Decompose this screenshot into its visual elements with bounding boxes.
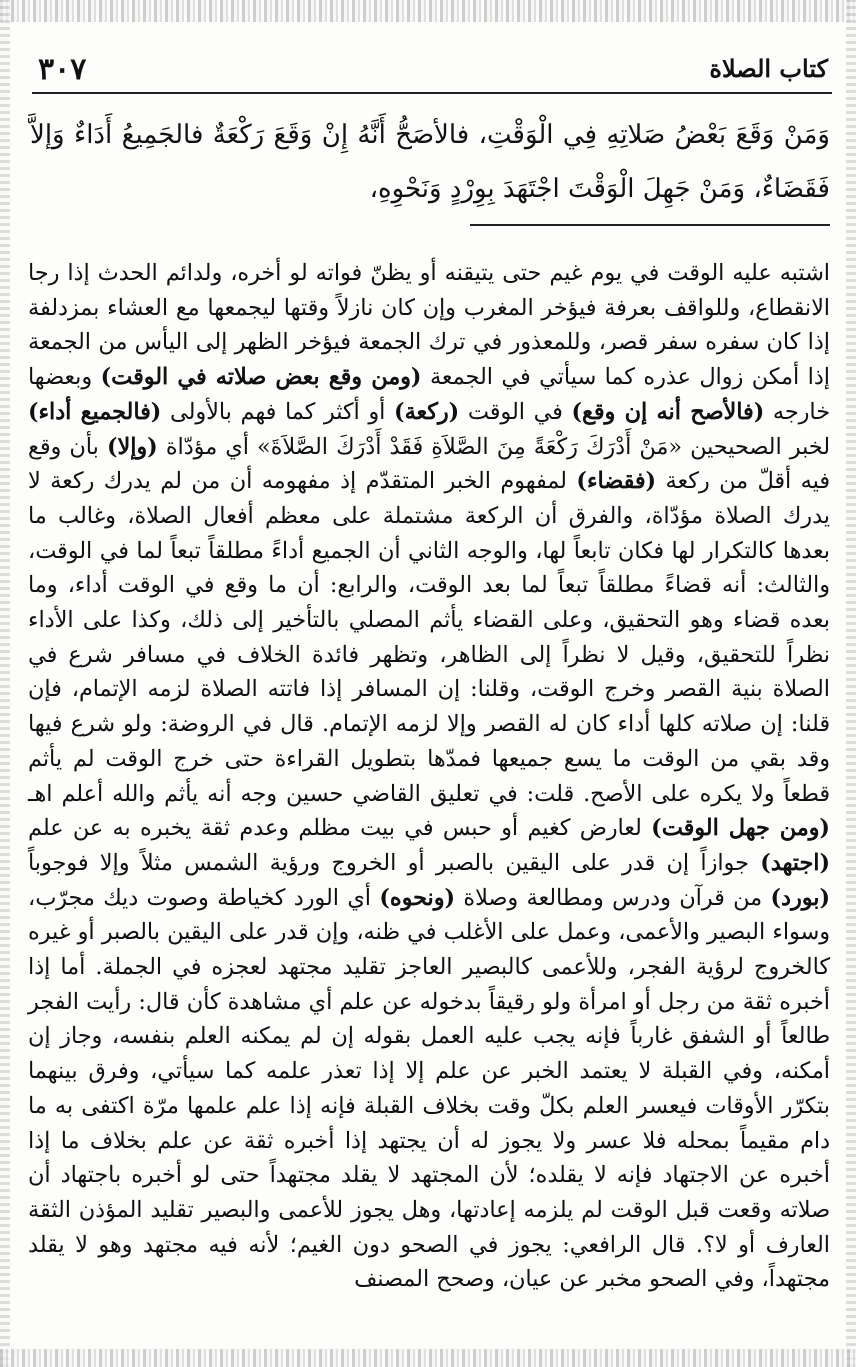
quoted-matn: (فالأصح أنه إن وقع) [571,398,765,425]
commentary-segment: لعارض كغيم أو حبس في بيت مظلم وعدم ثقة يخبره به عن علم [28,815,642,842]
quoted-matn: (بورد) [770,884,830,911]
header-divider [32,92,832,94]
matn-separator [470,224,830,226]
commentary-segment: لمفهوم الخبر المتقدّم إذ مفهومه أن من لم يدرك ركعة لا يدرك الصلاة مؤدّاة، والفرق أن الركعة مشتملة على معظم أفعال الصلاة، وغالب ما بعدها كالتكرار لها فكان تابعاً لها، والوجه الثاني أن الجميع أداءً مطلقاً تبعاً لما في الوقت، والثالث: أنه قضاءً مطلقاً تبعاً لما بعد الوقت، والرابع: أن ما وقع في الوقت أداء، وما بعده قضاء وهو التحقيق، وعلى القضاء يأثم المصلي بالتأخير إلى ذلك، وكذا على الأداء نظراً للتحقيق، وقيل لا نظراً إلى الظاهر، وتظهر فائدة الخلاف في مسافر شرع في الصلاة بنية القصر وخرج الوقت، وقلنا: إن المسافر إذا فاتته الصلاة لزمه الإتمام، فإن قلنا: إن صلاته كلها أداء كان له القصر وإلا لزمه الإتمام. قال في الروضة: ولو شرع فيها وقد بقي من الوقت ما يسع جميعها فمدّها بتطويل القراءة حتى خرج الوقت لم يأثم قطعاً ولا يكره على الأصح. قلت: في تعليق القاضي حسين وجه أنه يأثم والله أعلم اهـ [28,468,830,807]
commentary-text [28,256,830,1297]
quoted-matn: (ومن وقع بعض صلاته في الوقت) [100,364,422,391]
quoted-matn: (ومن جهل الوقت) [651,815,830,842]
commentary-segment: بأن وقع فيه أقلّ من ركعة [28,433,831,495]
matn-text: وَمَنْ وَقَعَ بَعْضُ صَلاتِهِ فِي الْوَقْتِ، فالأصَحُّ أَنَّهُ إِنْ وَقَعَ رَكْعَةٌ فالجَمِيعُ أَدَاءٌ وَإلاَّ فَقَضَاءٌ، وَمَنْ جَهِلَ الْوَقْتَ اجْتَهَدَ بِوِرْدٍ وَنَحْوِهِ، [30,120,830,204]
commentary-paragraph [28,256,830,1297]
commentary-segment: في الوقت [467,398,563,425]
quoted-matn: (فقضاء) [576,468,657,495]
commentary-segment: لخبر الصحيحين «مَنْ أَدْرَكَ رَكْعَةً مِنَ الصَّلاَةِ فَقَدْ أَدْرَكَ الصَّلاَةَ» أي مؤدّاة [165,433,830,460]
ornamental-border-bottom [0,1349,856,1367]
page-number: ٣٠٧ [38,52,87,87]
quoted-matn: (اجتهد) [760,849,830,876]
quoted-matn: (وإلا) [106,433,158,460]
quoted-matn: (ونحوه) [379,884,456,911]
commentary-segment: وبعضها خارجه [28,364,831,425]
page-header [38,52,828,92]
commentary-segment: أي الورد كخياطة وصوت ديك مجرّب، وسواء البصير والأعمى، وعمل على الأغلب في ظنه، وإن قدر على اليقين بالصبر أو غيره كالخروج لرؤية الفجر، وللأعمى كالبصير العاجز تقليد مجتهد لعجزه في الجملة. أما إذا أخبره ثقة من رجل أو امرأة ولو رقيقاً بدخوله عن علم أي مشاهدة كأن قال: رأيت الفجر طالعاً أو الشفق غارباً فإنه يجب عليه العمل بقوله إن لم يمكنه العلم بنفسه، وجاز إن أمكنه، وفي القبلة لا يعتمد الخبر عن علم إلا إذا تعذر علمه كما سيأتي، وفرق بينهما بتكرّر الأوقات فيعسر العلم بكلّ وقت بخلاف القبلة فإنه إذا علم علمها مرّة اكتفى به ما دام مقيماً بمحله فلا عسر ولا يجوز له أن يجتهد إذا أخبره ثقة عن علم بخلاف ما إذا أخبره عن الاجتهاد فإنه لا يقلده؛ لأن المجتهد لا يقلد مجتهداً حتى لو أخبره باجتهاد أن صلاته وقعت قبل الوقت لم يلزمه إعادتها، وهل يجوز للأعمى والبصير تقليد المؤذن الثقة العارف أو لا؟. قال الرافعي: يجوز في الصحو دون الغيم؛ لأنه فيه مجتهد وهو لا يقلد مجتهداً، وفي الصحو مخبر عن عيان، وصحح المصنف [28,884,830,1293]
commentary-segment: من قرآن ودرس ومطالعة وصلاة [463,884,763,911]
commentary-segment: اشتبه عليه الوقت في يوم غيم حتى يتيقنه أو يظنّ فواته لو أخره، ولدائم الحدث إذا رجا الانقطاع، وللواقف بعرفة فيؤخر المغرب وإن كان نازلاً وقتها ليجمعها مع العشاء بمزدلفة إذا كان سفره سفر قصر، وللمعذور في ترك الجمعة فيؤخر الظهر إلى اليأس من الجمعة إذا أمكن زوال عذره كما سيأتي في الجمعة [28,260,830,391]
ornamental-border-top [0,0,856,22]
commentary-segment: جوازاً إن قدر على اليقين بالصبر أو الخروج ورؤية الشمس مثلاً وإلا فوجوباً [28,849,749,876]
ornamental-border-right [846,0,856,1367]
quoted-matn: (ركعة) [394,398,460,425]
ornamental-border-left [0,0,10,1367]
commentary-segment: أو أكثر كما فهم بالأولى [170,398,386,425]
quoted-matn: (فالجميع أداء) [28,398,162,425]
chapter-title: كتاب الصلاة [709,54,828,83]
